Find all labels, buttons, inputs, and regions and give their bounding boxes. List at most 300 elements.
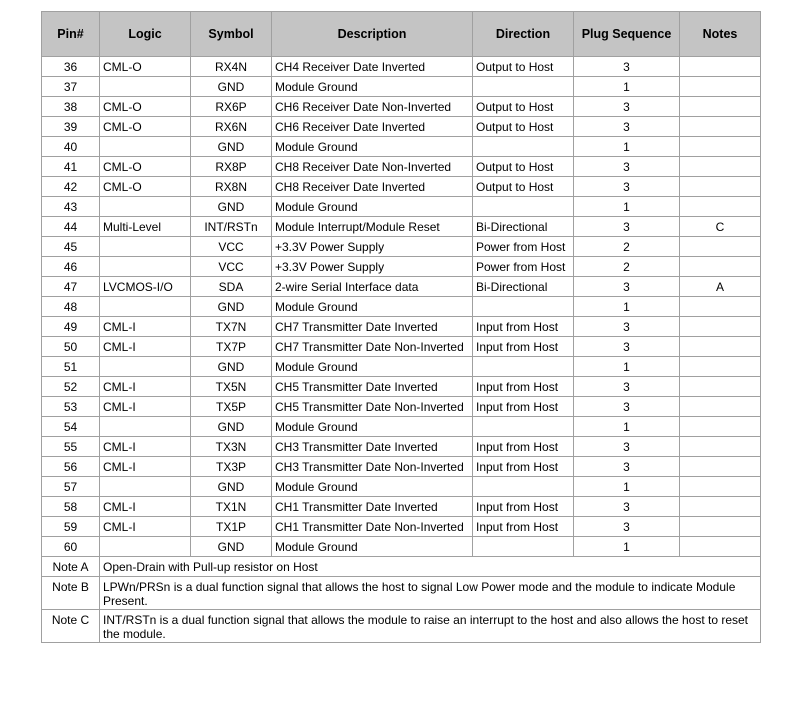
signal-symbol-cell <box>191 57 272 77</box>
logic-type-cell <box>100 517 191 537</box>
signal-description: Module Ground <box>275 300 358 314</box>
plug-sequence: 1 <box>623 200 630 214</box>
signal-direction: Input from Host <box>476 460 559 474</box>
pin-number-cell <box>42 457 100 477</box>
signal-symbol: RX4N <box>214 60 247 74</box>
pin-number: 45 <box>63 240 78 254</box>
signal-direction <box>476 537 570 540</box>
pin-number-cell <box>42 257 100 277</box>
table-row <box>42 357 761 377</box>
signal-symbol: TX3P <box>215 460 246 474</box>
signal-symbol: RX8P <box>215 160 247 174</box>
signal-description-cell <box>272 117 473 137</box>
signal-symbol-cell <box>191 397 272 417</box>
signal-description: CH6 Receiver Date Inverted <box>275 120 426 134</box>
plug-sequence-cell <box>574 517 680 537</box>
pin-number-cell <box>42 537 100 557</box>
signal-description-cell <box>272 277 473 297</box>
logic-type-cell <box>100 277 191 297</box>
plug-sequence-cell <box>574 237 680 257</box>
logic-type-cell <box>100 57 191 77</box>
signal-symbol-cell <box>191 277 272 297</box>
logic-type-cell <box>100 317 191 337</box>
pin-number-cell <box>42 497 100 517</box>
pin-number: 60 <box>63 540 78 554</box>
signal-symbol: GND <box>217 420 245 434</box>
note-ref-cell <box>680 497 761 517</box>
pin-number-cell <box>42 337 100 357</box>
note-ref-cell <box>680 297 761 317</box>
signal-description: CH5 Transmitter Date Inverted <box>275 380 438 394</box>
signal-description: CH1 Transmitter Date Inverted <box>275 500 438 514</box>
plug-sequence: 3 <box>623 120 630 134</box>
table-row <box>42 237 761 257</box>
note-ref <box>683 377 757 380</box>
logic-type-cell <box>100 97 191 117</box>
pin-number: 41 <box>63 160 78 174</box>
logic-type-cell <box>100 217 191 237</box>
plug-sequence-cell <box>574 217 680 237</box>
logic-type-cell <box>100 397 191 417</box>
logic-type-cell <box>100 457 191 477</box>
signal-description-cell <box>272 337 473 357</box>
header-pin: Pin# <box>42 12 100 57</box>
signal-direction: Power from Host <box>476 260 566 274</box>
note-ref <box>683 317 757 320</box>
note-ref <box>683 97 757 100</box>
logic-type-cell <box>100 157 191 177</box>
logic-type: CML-I <box>103 400 136 414</box>
signal-symbol: GND <box>217 480 245 494</box>
note-ref <box>683 197 757 200</box>
plug-sequence: 1 <box>623 540 630 554</box>
pin-assignment-table <box>41 11 761 643</box>
pin-number: 59 <box>63 520 78 534</box>
plug-sequence-cell <box>574 137 680 157</box>
table-row <box>42 177 761 197</box>
signal-direction: Bi-Directional <box>476 220 548 234</box>
logic-type-cell <box>100 297 191 317</box>
note-ref-cell <box>680 77 761 97</box>
signal-symbol-cell <box>191 537 272 557</box>
header-row <box>42 12 761 57</box>
signal-direction: Input from Host <box>476 380 559 394</box>
note-ref <box>683 497 757 500</box>
logic-type <box>103 357 187 360</box>
table-row <box>42 537 761 557</box>
signal-direction: Input from Host <box>476 320 559 334</box>
signal-symbol: GND <box>217 200 245 214</box>
pin-number-cell <box>42 157 100 177</box>
signal-symbol-cell <box>191 417 272 437</box>
note-ref <box>683 117 757 120</box>
signal-description-cell <box>272 237 473 257</box>
signal-description-cell <box>272 97 473 117</box>
table-row <box>42 157 761 177</box>
pin-table-sheet <box>41 11 760 643</box>
logic-type-cell <box>100 337 191 357</box>
pin-number-cell <box>42 137 100 157</box>
plug-sequence-cell <box>574 317 680 337</box>
signal-direction-cell <box>473 157 574 177</box>
plug-sequence: 3 <box>623 340 630 354</box>
pin-number: 43 <box>63 200 78 214</box>
note-ref-cell <box>680 377 761 397</box>
note-row <box>42 610 761 643</box>
logic-type-cell <box>100 197 191 217</box>
signal-symbol-cell <box>191 517 272 537</box>
note-ref <box>683 137 757 140</box>
logic-type: CML-I <box>103 460 136 474</box>
header-description: Description <box>272 12 473 57</box>
signal-symbol: VCC <box>218 260 244 274</box>
pin-number: 53 <box>63 400 78 414</box>
logic-type <box>103 297 187 300</box>
signal-description: Module Ground <box>275 420 358 434</box>
signal-direction <box>476 357 570 360</box>
plug-sequence-cell <box>574 257 680 277</box>
note-ref <box>683 297 757 300</box>
signal-direction: Output to Host <box>476 100 554 114</box>
signal-description-cell <box>272 457 473 477</box>
signal-symbol-cell <box>191 157 272 177</box>
signal-symbol: GND <box>217 300 245 314</box>
signal-description-cell <box>272 77 473 97</box>
plug-sequence: 3 <box>623 440 630 454</box>
signal-symbol-cell <box>191 477 272 497</box>
table-row <box>42 337 761 357</box>
note-label: Note A <box>52 560 89 574</box>
signal-symbol: INT/RSTn <box>204 220 258 234</box>
signal-direction-cell <box>473 437 574 457</box>
signal-description: +3.3V Power Supply <box>275 260 385 274</box>
signal-direction: Input from Host <box>476 400 559 414</box>
signal-symbol-cell <box>191 177 272 197</box>
logic-type <box>103 197 187 200</box>
logic-type-cell <box>100 137 191 157</box>
signal-symbol-cell <box>191 257 272 277</box>
signal-direction: Output to Host <box>476 160 554 174</box>
pin-number-cell <box>42 117 100 137</box>
plug-sequence: 3 <box>623 520 630 534</box>
signal-description-cell <box>272 537 473 557</box>
signal-symbol-cell <box>191 137 272 157</box>
plug-sequence-cell <box>574 297 680 317</box>
signal-direction-cell <box>473 237 574 257</box>
logic-type <box>103 537 187 540</box>
logic-type: CML-I <box>103 520 136 534</box>
header-direction: Direction <box>473 12 574 57</box>
plug-sequence-cell <box>574 337 680 357</box>
signal-direction-cell <box>473 357 574 377</box>
note-ref-cell <box>680 517 761 537</box>
plug-sequence: 3 <box>623 220 630 234</box>
logic-type: CML-I <box>103 380 136 394</box>
pin-number: 37 <box>63 80 78 94</box>
signal-symbol: TX3N <box>215 440 247 454</box>
header-notes: Notes <box>680 12 761 57</box>
plug-sequence: 1 <box>623 140 630 154</box>
pin-number-cell <box>42 417 100 437</box>
plug-sequence: 1 <box>623 420 630 434</box>
note-ref-cell <box>680 237 761 257</box>
logic-type <box>103 417 187 420</box>
note-ref-cell <box>680 417 761 437</box>
note-ref-cell <box>680 177 761 197</box>
logic-type-cell <box>100 77 191 97</box>
signal-symbol-cell <box>191 377 272 397</box>
plug-sequence: 3 <box>623 160 630 174</box>
plug-sequence-cell <box>574 57 680 77</box>
note-text: Open-Drain with Pull-up resistor on Host <box>103 560 318 574</box>
signal-description: CH1 Transmitter Date Non-Inverted <box>275 520 464 534</box>
signal-symbol-cell <box>191 457 272 477</box>
signal-direction-cell <box>473 217 574 237</box>
signal-description: CH3 Transmitter Date Inverted <box>275 440 438 454</box>
signal-symbol-cell <box>191 317 272 337</box>
signal-direction <box>476 297 570 300</box>
table-row <box>42 477 761 497</box>
note-ref-cell <box>680 437 761 457</box>
plug-sequence-cell <box>574 277 680 297</box>
note-ref-cell <box>680 257 761 277</box>
plug-sequence-cell <box>574 157 680 177</box>
table-row <box>42 97 761 117</box>
note-row <box>42 557 761 577</box>
signal-description: Module Ground <box>275 360 358 374</box>
signal-description: Module Ground <box>275 200 358 214</box>
note-ref <box>683 457 757 460</box>
table-row <box>42 117 761 137</box>
pin-number: 42 <box>63 180 78 194</box>
signal-description-cell <box>272 197 473 217</box>
signal-direction-cell <box>473 337 574 357</box>
signal-symbol: GND <box>217 360 245 374</box>
signal-direction <box>476 197 570 200</box>
logic-type <box>103 137 187 140</box>
plug-sequence: 2 <box>623 260 630 274</box>
logic-type-cell <box>100 377 191 397</box>
signal-symbol-cell <box>191 297 272 317</box>
plug-sequence: 3 <box>623 180 630 194</box>
plug-sequence: 3 <box>623 380 630 394</box>
plug-sequence: 1 <box>623 300 630 314</box>
logic-type-cell <box>100 117 191 137</box>
signal-direction: Input from Host <box>476 440 559 454</box>
signal-symbol-cell <box>191 217 272 237</box>
note-ref <box>683 177 757 180</box>
pin-number: 46 <box>63 260 78 274</box>
signal-description-cell <box>272 357 473 377</box>
pin-number: 58 <box>63 500 78 514</box>
note-ref-cell <box>680 537 761 557</box>
pin-number: 44 <box>63 220 78 234</box>
note-label: Note B <box>52 580 89 594</box>
signal-symbol: TX1N <box>215 500 247 514</box>
signal-description-cell <box>272 297 473 317</box>
plug-sequence-cell <box>574 97 680 117</box>
note-ref-cell <box>680 137 761 157</box>
note-text-cell <box>100 610 761 643</box>
plug-sequence: 1 <box>623 480 630 494</box>
signal-description: 2-wire Serial Interface data <box>275 280 419 294</box>
table-row <box>42 77 761 97</box>
signal-description-cell <box>272 397 473 417</box>
signal-description-cell <box>272 57 473 77</box>
logic-type <box>103 237 187 240</box>
pin-number: 40 <box>63 140 78 154</box>
signal-direction-cell <box>473 377 574 397</box>
signal-direction: Input from Host <box>476 500 559 514</box>
signal-direction <box>476 77 570 80</box>
table-row <box>42 437 761 457</box>
note-ref <box>683 57 757 60</box>
logic-type: CML-O <box>103 180 142 194</box>
plug-sequence-cell <box>574 357 680 377</box>
note-text-cell <box>100 577 761 610</box>
signal-symbol: GND <box>217 540 245 554</box>
pin-number: 51 <box>63 360 78 374</box>
signal-description-cell <box>272 217 473 237</box>
logic-type-cell <box>100 237 191 257</box>
table-row <box>42 517 761 537</box>
plug-sequence: 3 <box>623 400 630 414</box>
signal-direction-cell <box>473 537 574 557</box>
table-row <box>42 397 761 417</box>
plug-sequence-cell <box>574 437 680 457</box>
note-ref <box>683 157 757 160</box>
pin-number-cell <box>42 437 100 457</box>
signal-description-cell <box>272 157 473 177</box>
note-label-cell <box>42 557 100 577</box>
note-ref-cell <box>680 337 761 357</box>
pin-number-cell <box>42 277 100 297</box>
note-ref-cell <box>680 57 761 77</box>
signal-description-cell <box>272 437 473 457</box>
signal-symbol: RX6N <box>214 120 247 134</box>
signal-symbol-cell <box>191 437 272 457</box>
signal-direction-cell <box>473 417 574 437</box>
note-rows <box>42 557 761 643</box>
signal-direction-cell <box>473 137 574 157</box>
logic-type-cell <box>100 477 191 497</box>
table-row <box>42 417 761 437</box>
table-row <box>42 317 761 337</box>
note-ref-cell <box>680 397 761 417</box>
plug-sequence-cell <box>574 117 680 137</box>
signal-direction-cell <box>473 397 574 417</box>
signal-direction-cell <box>473 517 574 537</box>
signal-direction <box>476 137 570 140</box>
note-ref: A <box>715 280 724 294</box>
note-ref-cell <box>680 457 761 477</box>
signal-direction-cell <box>473 57 574 77</box>
note-ref <box>683 337 757 340</box>
signal-description: Module Ground <box>275 80 358 94</box>
note-ref <box>683 517 757 520</box>
signal-description-cell <box>272 497 473 517</box>
pin-number: 48 <box>63 300 78 314</box>
signal-symbol: TX1P <box>215 520 246 534</box>
pin-number: 50 <box>63 340 78 354</box>
plug-sequence: 3 <box>623 320 630 334</box>
signal-direction <box>476 477 570 480</box>
note-label-cell <box>42 610 100 643</box>
note-ref-cell <box>680 197 761 217</box>
signal-direction-cell <box>473 117 574 137</box>
signal-direction: Input from Host <box>476 340 559 354</box>
pin-number: 38 <box>63 100 78 114</box>
pin-number-cell <box>42 197 100 217</box>
pin-number-cell <box>42 217 100 237</box>
signal-description: Module Ground <box>275 540 358 554</box>
logic-type-cell <box>100 537 191 557</box>
plug-sequence-cell <box>574 377 680 397</box>
plug-sequence: 3 <box>623 500 630 514</box>
signal-description-cell <box>272 377 473 397</box>
note-ref-cell <box>680 217 761 237</box>
signal-symbol-cell <box>191 497 272 517</box>
note-text-cell <box>100 557 761 577</box>
plug-sequence: 1 <box>623 360 630 374</box>
logic-type: CML-O <box>103 120 142 134</box>
pin-number: 54 <box>63 420 78 434</box>
signal-description: Module Ground <box>275 140 358 154</box>
signal-direction-cell <box>473 97 574 117</box>
pin-number-cell <box>42 357 100 377</box>
table-row <box>42 57 761 77</box>
signal-description: Module Ground <box>275 480 358 494</box>
pin-number-cell <box>42 77 100 97</box>
logic-type: CML-I <box>103 500 136 514</box>
plug-sequence: 3 <box>623 280 630 294</box>
logic-type: LVCMOS-I/O <box>103 280 173 294</box>
header-plug-sequence: Plug Sequence <box>574 12 680 57</box>
signal-direction-cell <box>473 77 574 97</box>
signal-symbol-cell <box>191 117 272 137</box>
logic-type: CML-I <box>103 340 136 354</box>
logic-type: CML-O <box>103 160 142 174</box>
plug-sequence-cell <box>574 497 680 517</box>
signal-symbol: TX7P <box>215 340 246 354</box>
plug-sequence-cell <box>574 417 680 437</box>
logic-type-cell <box>100 437 191 457</box>
note-ref-cell <box>680 157 761 177</box>
signal-direction-cell <box>473 197 574 217</box>
signal-description: CH3 Transmitter Date Non-Inverted <box>275 460 464 474</box>
signal-description: CH7 Transmitter Date Non-Inverted <box>275 340 464 354</box>
note-ref: C <box>715 220 725 234</box>
pin-number: 39 <box>63 120 78 134</box>
signal-symbol: GND <box>217 140 245 154</box>
plug-sequence-cell <box>574 197 680 217</box>
logic-type-cell <box>100 177 191 197</box>
logic-type <box>103 77 187 80</box>
signal-description: CH4 Receiver Date Inverted <box>275 60 426 74</box>
plug-sequence-cell <box>574 77 680 97</box>
plug-sequence-cell <box>574 397 680 417</box>
signal-direction: Output to Host <box>476 180 554 194</box>
pin-rows <box>42 57 761 557</box>
pin-number: 49 <box>63 320 78 334</box>
header-logic: Logic <box>100 12 191 57</box>
signal-direction-cell <box>473 177 574 197</box>
signal-symbol-cell <box>191 337 272 357</box>
logic-type: Multi-Level <box>103 220 162 234</box>
plug-sequence-cell <box>574 457 680 477</box>
signal-direction-cell <box>473 277 574 297</box>
signal-symbol-cell <box>191 77 272 97</box>
